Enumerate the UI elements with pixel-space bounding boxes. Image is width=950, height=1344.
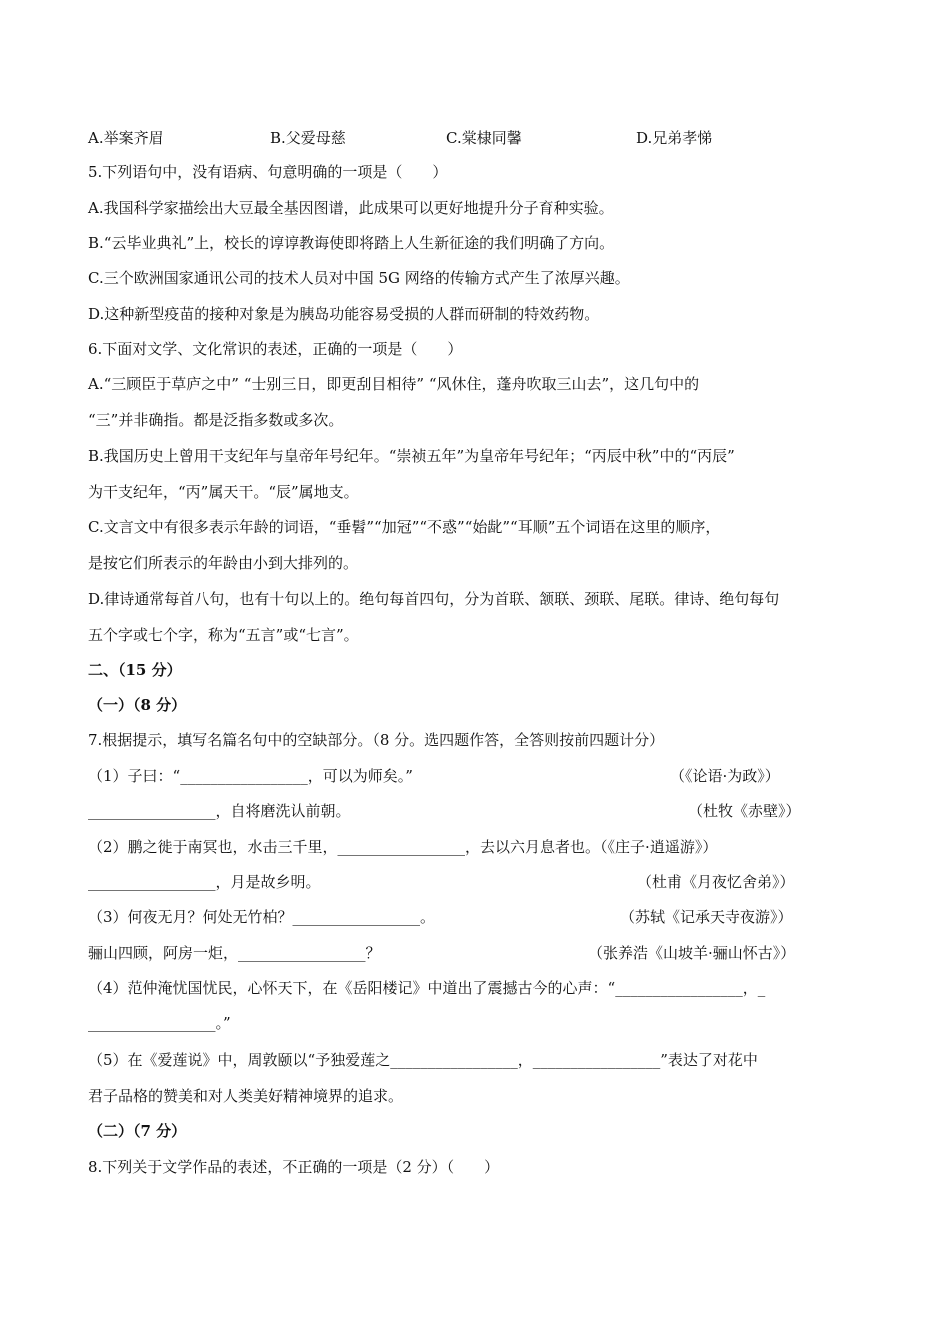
q5-option-a: A.我国科学家描绘出大豆最全基因图谱，此成果可以更好地提升分子育种实验。	[88, 199, 614, 217]
q5-stem: 5.下列语句中，没有语病、句意明确的一项是（ ）	[88, 163, 448, 181]
q8-stem: 8.下列关于文学作品的表述，不正确的一项是（2 分）（ ）	[88, 1158, 500, 1176]
q6-option-b-line1: B.我国历史上曾用干支纪年与皇帝年号纪年。“崇祯五年”为皇帝年号纪年；“丙辰中秋”中的“丙辰”	[88, 447, 735, 465]
q7-item-4-line1: （4）范仲淹忧国忧民，心怀天下，在《岳阳楼记》中道出了震撼古今的心声：“_________________，_	[88, 979, 766, 997]
q7-item-3-line2: 骊山四顾，阿房一炬，_________________？	[88, 944, 381, 962]
q7-item-3-source1: （苏轼《记承天寺夜游》）	[620, 908, 793, 926]
q7-item-1-source1: （《论语·为政》）	[670, 767, 780, 785]
q7-item-1-source2: （杜牧《赤壁》）	[688, 802, 801, 820]
q4-option-d: D.兄弟孝悌	[636, 129, 713, 147]
q7-item-1-line2: _________________，自将磨洗认前朝。	[88, 802, 351, 820]
q6-stem: 6.下面对文学、文化常识的表述，正确的一项是（ ）	[88, 340, 463, 358]
q6-option-c-line2: 是按它们所表示的年龄由小到大排列的。	[88, 554, 359, 572]
section-2-part-1-title: （一）（8 分）	[88, 696, 187, 714]
q4-option-a: A.举案齐眉	[88, 129, 164, 147]
section-2-part-2-title: （二）（7 分）	[88, 1122, 187, 1140]
section-2-title: 二、（15 分）	[88, 661, 182, 679]
q6-option-a-line2: “三”并非确指。都是泛指多数或多次。	[88, 411, 344, 429]
q7-item-2-line2: _________________，月是故乡明。	[88, 873, 321, 891]
q4-option-c: C.棠棣同馨	[446, 129, 522, 147]
q7-item-5-line2: 君子品格的赞美和对人类美好精神境界的追求。	[88, 1087, 404, 1105]
q5-option-c: C.三个欧洲国家通讯公司的技术人员对中国 5G 网络的传输方式产生了浓厚兴趣。	[88, 269, 630, 287]
q7-item-1-line1: （1）子曰：“_________________，可以为师矣。”	[88, 767, 413, 785]
q7-item-3-line1: （3）何夜无月？何处无竹柏？_________________。	[88, 908, 436, 926]
q5-option-d: D.这种新型疫苗的接种对象是为胰岛功能容易受损的人群而研制的特效药物。	[88, 305, 600, 323]
q7-item-4-line2: _________________。”	[88, 1014, 231, 1032]
q4-option-b: B.父爱母慈	[270, 129, 346, 147]
q7-item-5-line1: （5）在《爱莲说》中，周敦颐以“予独爱莲之_________________，_________________”表达了对花中	[88, 1051, 758, 1069]
q6-option-d-line1: D.律诗通常每首八句，也有十句以上的。绝句每首四句，分为首联、颔联、颈联、尾联。律诗、绝句每句	[88, 590, 780, 608]
q7-item-2-source2: （杜甫《月夜忆舍弟》）	[637, 873, 795, 891]
q6-option-a-line1: A.“三顾臣于草庐之中” “士别三日，即更刮目相待” “风休住，蓬舟吹取三山去”，这几句中的	[88, 375, 700, 393]
q5-option-b: B.“云毕业典礼”上，校长的谆谆教诲使即将踏上人生新征途的我们明确了方向。	[88, 234, 615, 252]
q6-option-d-line2: 五个字或七个字，称为“五言”或“七言”。	[88, 626, 359, 644]
q7-item-3-source2: （张养浩《山坡羊·骊山怀古》）	[588, 944, 796, 962]
q6-option-c-line1: C.文言文中有很多表示年龄的词语，“垂髫”“加冠”“不惑”“始龀”“耳顺”五个词语在这里的顺序，	[88, 518, 721, 536]
q7-item-2-line1: （2）鹏之徙于南冥也，水击三千里，_________________，去以六月息者也。（《庄子·逍遥游》）	[88, 838, 718, 856]
q7-stem: 7.根据提示，填写名篇名句中的空缺部分。（8 分。选四题作答，全答则按前四题计分）	[88, 731, 665, 749]
q6-option-b-line2: 为干支纪年，“丙”属天干。“辰”属地支。	[88, 483, 359, 501]
